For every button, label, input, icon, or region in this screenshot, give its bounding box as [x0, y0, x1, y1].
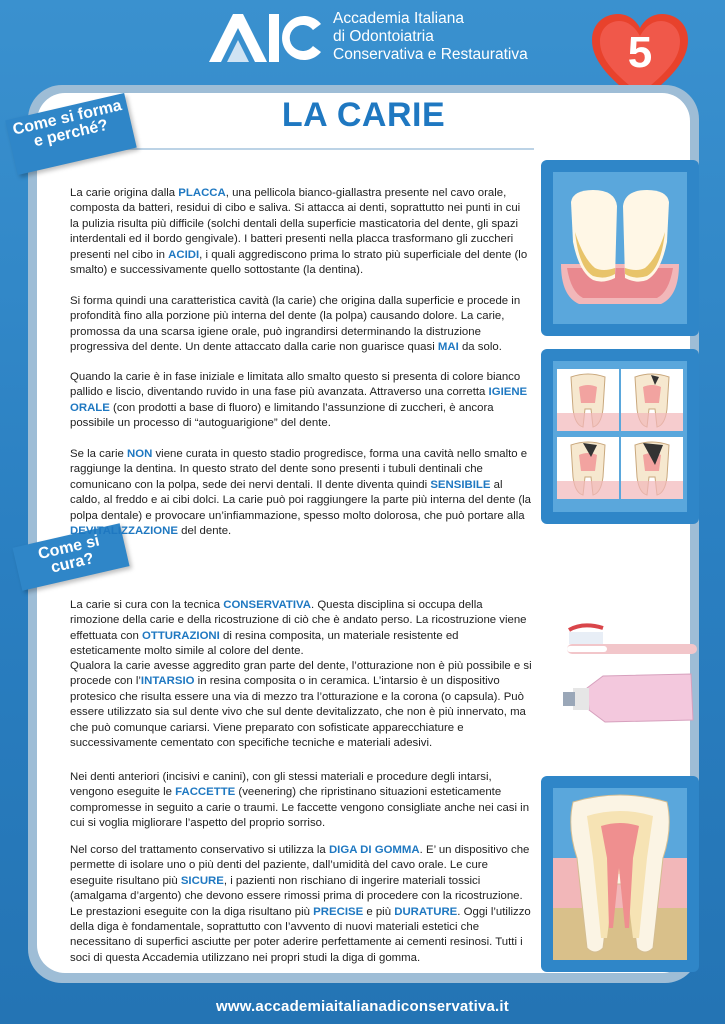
text: e più — [363, 905, 395, 918]
text: Quando la carie è in fase iniziale e limitata allo smalto questo si presenta di colore bianco pallido e liscio, diventando ruvido in una fase più avanzata. Attraverso una corretta — [70, 371, 521, 399]
text: La carie si cura con la tecnica — [70, 599, 224, 611]
aic-logo-icon — [205, 10, 325, 66]
text: (con prodotti a base di fluoro) e limitando l’assunzione di zuccheri, è ancora possibile un processo di “autoguarigione” del dente. — [70, 401, 494, 430]
text: in resina composita o in ceramica. L’intarsio è un dispositivo protesico che risulta essere una via di mezzo tra l’otturazione e la corona (o capsula). Può essere utilizzato sia sul dente vivo che sul dente devitalizzato, che non è più innervato, ma che può comunque cariarsi. Viene preparato con sofisticate apparecchiature e successivamente cementato con specifiche tecniche e materiali adesivi. — [70, 675, 526, 750]
text: del dente. — [178, 525, 232, 538]
org-line-3: Conservativa e Restaurativa — [333, 46, 528, 63]
teeth-illustration — [541, 160, 699, 336]
keyword: MAI — [437, 341, 459, 354]
tooth-cross-section-inner — [553, 788, 687, 960]
paragraph-cavity — [70, 294, 532, 356]
text: (veenering) che ripristinano situazioni esteticamente compromesse in seguito a carie o traumi. Le faccette vengono consigliate anche nei casi in cui si voglia migliorare l’aspetto del proprio sorriso. — [70, 786, 530, 830]
website-link[interactable]: www.accademiaitalianadiconservativa.it — [215, 998, 509, 1015]
teeth-icon — [553, 172, 687, 324]
page-number: 5 — [627, 28, 653, 77]
tooth-anatomy-icon — [553, 788, 687, 960]
org-line-1: Accademia Italiana — [333, 10, 464, 27]
paragraph-intarsio — [70, 659, 532, 751]
keyword: OTTURAZIONI — [142, 629, 220, 642]
keyword: INTARSIO — [140, 675, 195, 688]
keyword: IGIENE ORALE — [70, 386, 528, 414]
keyword: SENSIBILE — [430, 478, 491, 491]
text: da solo. — [458, 341, 502, 354]
caries-stages-illustration — [541, 349, 699, 524]
text: . Questa disciplina si occupa della rimozione della carie e della ricostruzione di ciò che è andato perso. La ricostruzione viene effettuata con — [70, 599, 527, 642]
stage-3-tooth-icon — [557, 437, 619, 499]
keyword: FACCETTE — [175, 786, 236, 799]
caries-stages-inner — [553, 361, 687, 512]
text: , i pazienti non rischiano di ingerire materiali tossici (amalgama d’argento) che devono essere rimossi prima di procedere con la ricostruzione. Le prestazioni eseguite con la diga risultano più — [70, 874, 523, 918]
text: di resina composita, un materiale resistente ed esteticamente molto simile al colore del dente. — [70, 629, 459, 658]
paragraph-conservativa — [70, 598, 532, 660]
keyword: PRECISE — [313, 905, 364, 918]
text: viene curata in questo stadio progredisce, forma una cavità nello smalto e raggiunge la dentina. In questo strato del dente sono presenti i tubuli dentinali che comunicano con la polpa, sede dei nervi dentali. Il dente diventa quindi — [70, 448, 528, 491]
text: Qualora la carie avesse aggredito gran parte del dente, l’otturazione non è più possibile e si procede con l’ — [70, 660, 532, 688]
keyword: NON — [126, 448, 153, 460]
keyword: SICURE — [180, 874, 224, 887]
text: . Oggi l’utilizzo della diga è fondamentale, soprattutto con l’avvento di nuovi materiali estetici che necessitano di superfici asciutte per poter aderire perfettamente ai cementi resinosi. Tutti i soci di questa Accademia utilizzano nei propri studi la diga di gomma. — [70, 905, 531, 964]
paragraph-progression — [70, 447, 532, 539]
text: . E’ un dispositivo che permette di isolare uno o più denti del paziente, dall’umidità del cavo orale. Le cure eseguite risultano più — [70, 844, 530, 887]
toothbrush-toothpaste-icon — [553, 618, 699, 738]
paragraph-placca — [70, 186, 532, 278]
paragraph-faccette — [70, 770, 532, 832]
text: Se la carie — [70, 448, 127, 460]
text: La carie origina dalla — [70, 187, 179, 199]
keyword: ACIDI — [168, 248, 200, 261]
keyword: CONSERVATIVA — [223, 599, 311, 611]
text: Nei denti anteriori (incisivi e canini), con gli stessi materiali e procedure degli intarsi, vengono eseguite le — [70, 771, 492, 799]
section-tag-how-forms: Come si forma e perché? — [5, 93, 136, 175]
paragraph-diga — [70, 843, 532, 966]
stage-2-tooth-icon — [621, 369, 683, 431]
text: Si forma quindi una caratteristica cavità (la carie) che origina dalla superficie e procede in profondità fino alla porzione più interna del dente (la polpa) causando dolore. La carie, promossa da una scarsa igiene orale, può ingrandirsi determinando la distruzione progressiva del dente. Un dente attaccato dalla carie non guarisce quasi — [70, 295, 521, 354]
text: , una pellicola bianco-giallastra presente nel cavo orale, composta da batteri, residui di cibo e saliva. Si attacca ai denti, soprattutto nei punti in cui la pulizia risulta più difficile (solchi dentali della superficie masticatoria del dente, gli spazi interdentali ed il bordo gengivale). I batteri presenti nella placca trasformano gli zuccheri presenti nel cibo in — [70, 187, 521, 261]
keyword: DEVITALIZZAZIONE — [70, 525, 178, 538]
keyword: DURATURE — [394, 905, 458, 918]
keyword: DIGA DI GOMMA — [328, 844, 420, 856]
text: , i quali aggrediscono prima lo strato più superficiale del dente (lo smalto) e successivamente quello sottostante (la dentina). — [70, 248, 528, 277]
stage-4-tooth-icon — [621, 437, 683, 499]
tooth-cross-section-illustration — [541, 776, 699, 972]
paragraph-initial-stage — [70, 370, 532, 432]
page-title: LA CARIE — [281, 96, 446, 134]
stage-1-tooth-icon — [557, 369, 619, 431]
organization-name — [333, 10, 528, 64]
section-tag-how-cured: Come si cura? — [12, 523, 129, 591]
keyword: PLACCA — [178, 187, 226, 199]
org-line-2: di Odontoiatria — [333, 28, 434, 45]
teeth-illustration-inner — [553, 172, 687, 324]
text: Nel corso del trattamento conservativo si utilizza la — [70, 844, 329, 856]
text: al caldo, al freddo e ai cibi dolci. La carie può poi raggiungere la parte più interna del dente (la polpa dentale) e provocare un’infiammazione, spesso molto dolorosa, che può portare alla — [70, 478, 531, 522]
